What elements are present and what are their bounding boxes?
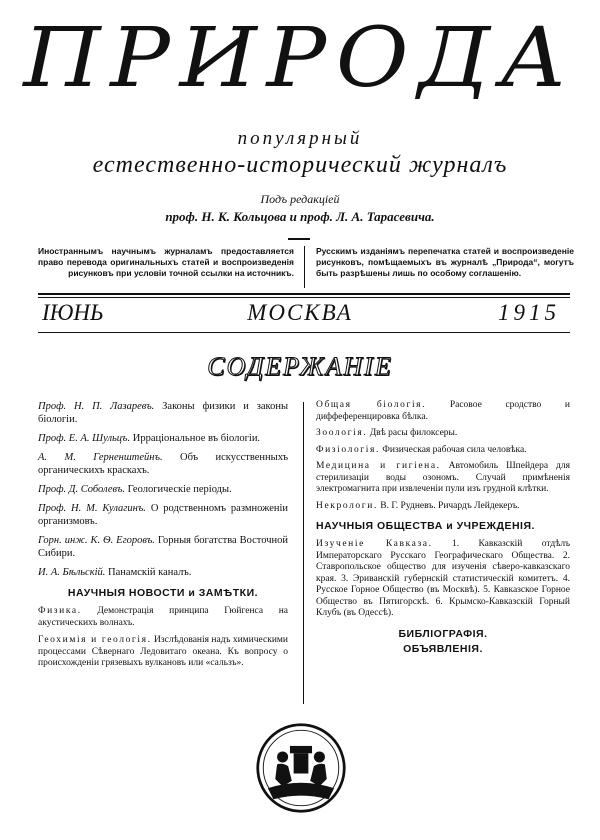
contents-right-column [316, 400, 570, 658]
article-entry[interactable] [38, 400, 288, 426]
news-text: Демонстрація принципа Гюйгенса на акустическихъ волнахъ. [38, 606, 288, 628]
note-topic: Медицина и гигіена. [316, 461, 441, 471]
contents-heading: СОДЕРЖАНІЕ [207, 352, 393, 381]
note-topic: Физіологія. [316, 444, 380, 455]
note-text: Автомобиль Шпейдера для стерилизаціи воды озономъ. Случай примѣненія электромагнита при извлеченіи пули изъ грудной клѣтки. [316, 461, 570, 494]
news-topic: Физика. [38, 606, 82, 616]
bibliography-heading[interactable]: БИБЛІОГРАФІЯ. [398, 627, 488, 640]
subtitle-journal: естественно-исторический журналъ [92, 152, 508, 178]
subtitle-popular: популярный [237, 128, 363, 149]
note-text: В. Г. Рудневъ. Ричардъ Лейдекеръ. [380, 500, 520, 511]
magazine-title: ПРИРОДА [23, 11, 577, 106]
note-entry[interactable] [316, 400, 570, 423]
societies-text: 1. Кавказскій отдѣлъ Императорскаго Русскаго Географическаго Общества. 2. Ставропольское общество для изученія сѣверо-кавказскаго края. 3. Эриванскій губернскій статистическій комитетъ. 4. Русское Горное Общество (въ Москвѣ). 5. Кавказское Горное Общество въ Пятигорскѣ. 6. Крымско-Кавказскій Горный Клубъ (въ Одессѣ). [316, 539, 571, 618]
article-author: И. А. Бѣльскій. [38, 567, 106, 578]
article-author: Горн. инж. К. Ѳ. Егоровъ. [38, 535, 155, 546]
article-author: Проф. Д. Соболевъ. [38, 484, 126, 495]
article-entry[interactable] [38, 534, 288, 560]
article-entry[interactable] [38, 566, 288, 579]
note-topic: Зоологія. [316, 428, 368, 438]
contents-left-column [38, 400, 288, 676]
editors-label: Подъ редакціей [260, 192, 340, 206]
article-title: Объ искусственныхъ органическихъ краскахъ. [38, 452, 289, 476]
note-text: Физическая рабочая сила человѣка. [382, 444, 527, 455]
societies-topic: Изученіе Кавказа. [316, 539, 433, 549]
societies-entry[interactable] [316, 539, 570, 620]
note-entry[interactable] [316, 461, 570, 496]
news-entry[interactable] [38, 635, 288, 670]
masthead-divider [288, 238, 310, 240]
article-title: Ирраціональное въ біологіи. [132, 433, 261, 444]
issue-year: 1915 [498, 300, 560, 325]
article-entry[interactable] [38, 483, 288, 496]
article-title: Законы физики и законы біологіи. [38, 401, 289, 425]
notice-foreign: Иностраннымъ научнымъ журналамъ предоставляется право перевода оригинальныхъ статей и воспроизведенія рисунковъ при условіи точной ссылки на источникъ. [38, 246, 294, 278]
societies-heading: НАУЧНЫЯ ОБЩЕСТВА и УЧРЕЖДЕНІЯ. [316, 520, 535, 532]
article-author: Проф. Н. М. Кулагинъ. [38, 503, 146, 514]
article-author: Проф. Н. П. Лазаревъ. [38, 401, 155, 412]
dateline-rule-top [38, 293, 570, 295]
article-title: Горныя богатства Восточной Сибири. [38, 535, 288, 559]
article-entry[interactable] [38, 502, 288, 528]
note-text: Двѣ расы филоксеры. [369, 428, 458, 438]
note-topic: Некрологи. [316, 500, 378, 511]
article-title: Геологическіе періоды. [127, 484, 232, 495]
issue-city: МОСКВА [247, 300, 353, 325]
editors-names: проф. Н. К. Кольцова и проф. Л. А. Тарасевича. [165, 209, 435, 224]
article-entry[interactable] [38, 432, 288, 445]
article-author: А. М. Герненштейнъ. [38, 452, 163, 463]
note-topic: Общая біологія. [316, 400, 427, 410]
notice-russian: Русскимъ изданіямъ перепечатка статей и воспроизведеніе рисунковъ, помѣщаемыхъ въ журналѣ „Природа“, могутъ быть разрѣшены лишь по особому соглашенію. [316, 246, 574, 278]
publisher-emblem-icon [255, 722, 347, 814]
article-title: О родственномъ размноженіи организмовъ. [38, 503, 289, 527]
news-entry[interactable] [38, 606, 288, 629]
news-text: Изслѣдованія надъ химическими процессами Сѣвернаго Ледовитаго океана. Къ вопросу о происхожденіи грязевыхъ вулкановъ или «сальзъ». [38, 635, 289, 668]
article-entry[interactable] [38, 451, 288, 477]
issue-month: ІЮНЬ [42, 300, 104, 325]
article-author: Проф. Е. А. Шульцъ. [38, 433, 131, 444]
news-topic: Геохимія и геологія. [38, 635, 152, 645]
note-entry[interactable] [316, 445, 570, 457]
notice-divider [304, 246, 305, 288]
column-divider [303, 402, 304, 704]
article-title: Панамскій каналъ. [108, 567, 192, 578]
announcements-heading[interactable]: ОБЪЯВЛЕНІЯ. [403, 642, 483, 655]
news-heading: НАУЧНЫЯ НОВОСТИ и ЗАМѢТКИ. [67, 587, 259, 599]
note-entry[interactable] [316, 501, 570, 513]
note-text: Расовое сродство и диффеференцировка бѣлка. [316, 400, 571, 422]
note-entry[interactable] [316, 428, 570, 440]
dateline-rule-bottom [38, 332, 570, 333]
